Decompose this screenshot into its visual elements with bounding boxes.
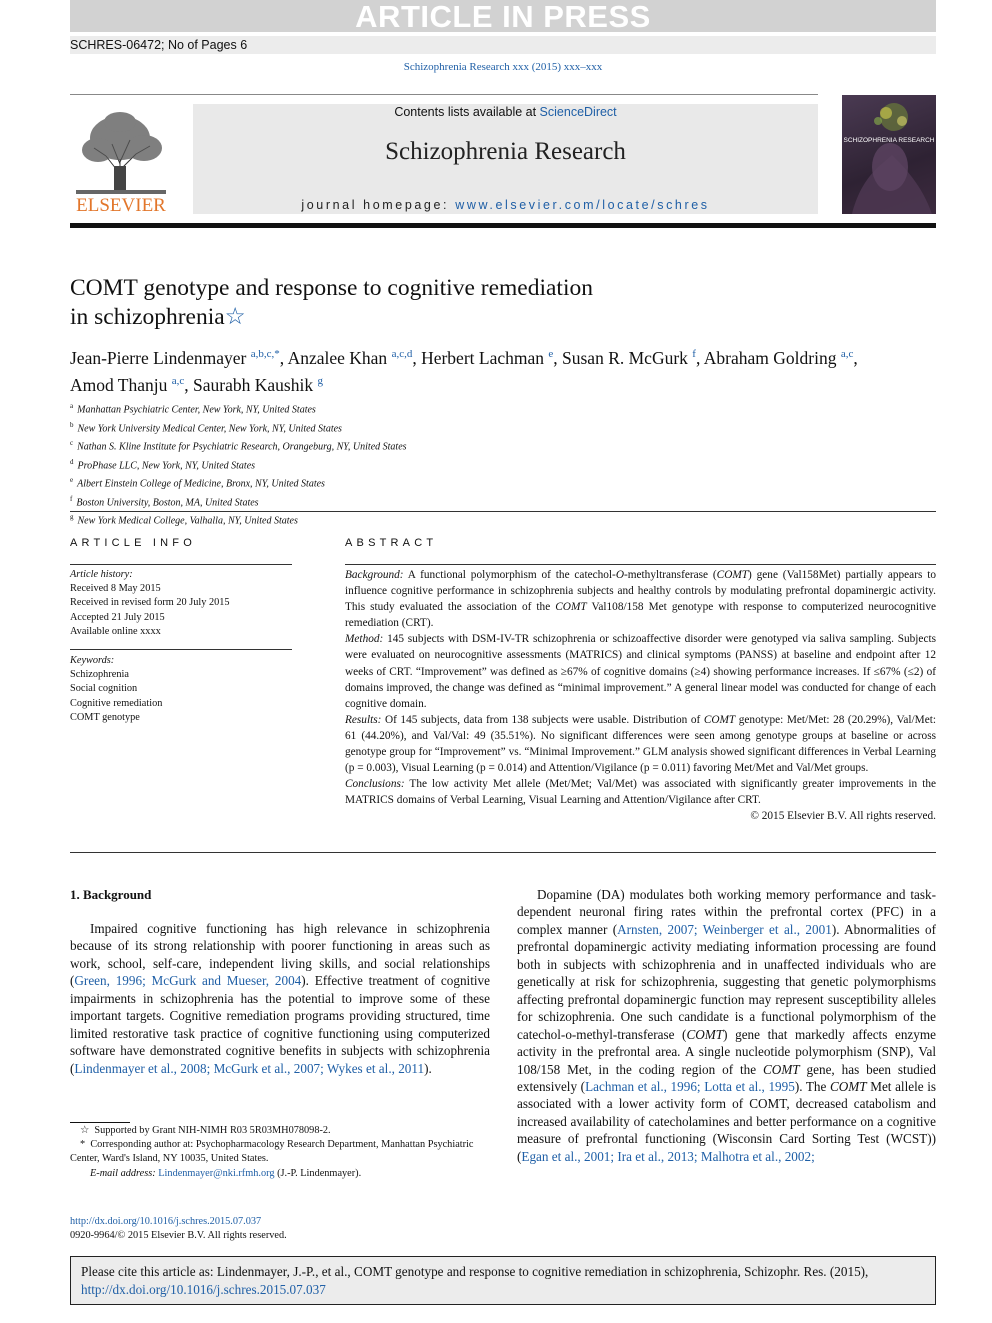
cover-title: SCHIZOPHRENIA RESEARCH — [843, 137, 935, 144]
author-affiliation-marks[interactable]: g — [317, 374, 323, 387]
elsevier-logo[interactable] — [70, 104, 172, 214]
article-info-divider — [70, 564, 292, 565]
abstract-conclusions: Conclusions: The low activity Met allele (Met/Met; Val/Met) was associated with significantly greater improvements in the MATRICS domains of Verbal Learning, Visual Learning and Attention/Vigilance after CRT. — [345, 778, 936, 807]
online-date: Available online xxxx — [70, 625, 161, 637]
abstract-divider — [345, 564, 936, 565]
abstract-body — [345, 567, 936, 825]
section-heading: 1. Background — [70, 887, 152, 902]
affiliations-divider — [70, 511, 936, 512]
elsevier-tree-icon — [70, 104, 172, 214]
header-top-rule — [70, 94, 818, 95]
abstract-heading: ABSTRACT — [345, 537, 438, 549]
issn-line: 0920-9964/© 2015 Elsevier B.V. All rights reserved. — [70, 1230, 287, 1242]
keywords-label: Keywords: — [70, 655, 115, 666]
email-footnote: E-mail address: Lindenmayer@nki.rfmh.org (J.-P. Lindenmayer). — [90, 1167, 362, 1179]
journal-homepage-line — [193, 198, 818, 212]
author: Saurabh Kaushik $^g$ — [193, 374, 323, 395]
footnotes — [70, 1124, 490, 1181]
article-in-press-banner: ARTICLE IN PRESS — [70, 0, 936, 32]
author: Anzalee Khan $^{a,c,d}$, — [287, 347, 422, 368]
author-affiliation-marks[interactable]: a,c — [171, 374, 185, 387]
reference-link[interactable]: Lachman et al., 1996; Lotta et al., 1995 — [585, 1078, 795, 1094]
received-date: Received 8 May 2015 — [70, 583, 161, 595]
footnote-rule — [70, 1122, 130, 1123]
article-title — [70, 274, 690, 332]
reference-link[interactable]: Egan et al., 2001; Ira et al., 2013; Malhotra et al., 2002; — [521, 1148, 815, 1164]
journal-cover-icon — [842, 95, 936, 214]
history-label: Article history: — [70, 569, 133, 580]
keyword-item: Social cognition — [70, 683, 138, 695]
abstract-method: Method: 145 subjects with DSM-IV-TR schizophrenia or schizoaffective disorder were genotyped via saliva sampling. Subjects were evaluated on neurocognitive assessments (MATRICS) and clinical symptoms (PANSS) at baseline and endpoint after 12 weeks of CRT. “Improvement” was defined as ≥67% of cognitive domains (≥4) showing performance increases. If ≤67% (≤2) of domains improved, the change was defined as “minimal improvement.” A general linear model was conducted for change of each cognitive domain. — [345, 633, 936, 710]
affiliation-item: $^b$ New York University Medical Center, New York, NY, United States — [70, 420, 342, 434]
reference-link[interactable]: Lindenmayer et al., 2008; McGurk et al., 2007; Wykes et al., 2011 — [74, 1060, 425, 1076]
funding-footnote: ☆ Supported by Grant NIH-NIMH R03 5R03MH078098-2. — [80, 1125, 331, 1136]
citation-box — [70, 1256, 936, 1305]
keyword-item: Schizophrenia — [70, 669, 129, 681]
elsevier-wordmark: ELSEVIER — [76, 195, 166, 214]
author-list — [70, 343, 936, 397]
keyword-item: Cognitive remediation — [70, 697, 163, 709]
body-column-left: Impaired cognitive functioning has high relevance in schizophrenia because of its strong relationship with poorer functioning in areas such as work, school, self-care, independent living skills, and social relationships (Green, 1996; McGurk and Mueser, 2004). Effective treatment of cognitive impairments in schizophrenia has the potential to improve some of these important targets. Cognitive remediation programs providing structured, time limited restorative task practice of cognitive functioning using computerized software have demonstrated cognitive benefits in subjects with schizophrenia (Lindenmayer et al., 2008; McGurk et al., 2007; Wykes et al., 2011). — [70, 921, 490, 1076]
affiliation-item: $^d$ ProPhase LLC, New York, NY, United States — [70, 457, 256, 471]
affiliation-item: $^a$ Manhattan Psychiatric Center, New York, NY, United States — [70, 402, 316, 416]
author: Amod Thanju $^{a,c}$, — [70, 374, 194, 395]
author: Jean-Pierre Lindenmayer $^{a,b,c,*}$, — [70, 347, 288, 368]
affiliation-list — [70, 399, 936, 529]
header-thick-rule — [70, 223, 936, 228]
author: Susan R. McGurk $^f$, — [562, 347, 704, 368]
abstract-results: Results: Of 145 subjects, data from 138 subjects were usable. Distribution of COMT genotype: Met/Met: 28 (20.29%), Val/Met: 61 (44.20%), and Val/Val: 49 (35.51%). No significant differences were seen among genotype groups at baseline or across genotype group for “Improvement” vs. “Minimal Improvement.” GLM analysis showed significant differences in Verbal Learning (p = 0.003), Visual Learning (p = 0.014) and Attention/Vigilance (p = 0.011) favoring Met/Met and Val/Met groups. — [345, 713, 936, 775]
keywords-divider — [70, 649, 292, 650]
citation-doi-link[interactable]: http://dx.doi.org/10.1016/j.schres.2015.07.037 — [81, 1281, 326, 1297]
body-column-right: Dopamine (DA) modulates both working memory performance and task-dependent neuronal firing rates within the prefrontal cortex (PFC) in a complex manner (Arnsten, 2007; Weinberger et al., 2001). Abnormalities of prefrontal dopaminergic activity mediating information processing are found both in subjects with schizophrenia and in unaffected individuals who are genetically at risk for schizophrenia, suggesting that genetic polymorphisms affecting prefrontal dopaminergic function may represent susceptibility alleles for schizophrenia. One such candidate is a functional polymorphism of the catechol-o-methyl-transferase (COMT) gene that markedly affects enzyme activity in the prefrontal area. A single nucleotide polymorphism (SNP), Val 108/158 Met, in the coding region of the COMT gene, has been studied extensively (Lachman et al., 1996; Lotta et al., 1995). The COMT Met allele is associated with a lower activity form of COMT, decreased catabolism and increased availability of catecholamines and better performance on a cognitive measure of prefrontal functioning (Wisconsin Card Sorting Test (WCST)) (Egan et al., 2001; Ira et al., 2013; Malhotra et al., 2002; — [517, 887, 937, 1164]
author-affiliation-marks[interactable]: a,c,d — [391, 348, 413, 360]
article-id-bar: SCHRES-06472; No of Pages 6 — [70, 36, 936, 54]
abstract-end-divider — [70, 852, 936, 853]
title-line-1: COMT genotype and response to cognitive remediation — [70, 275, 593, 301]
doi-link[interactable]: http://dx.doi.org/10.1016/j.schres.2015.07.037 — [70, 1216, 262, 1227]
author: Abraham Goldring $^{a,c}$, — [703, 347, 858, 368]
citation-text: Please cite this article as: Lindenmayer, J.-P., et al., COMT genotype and response to cognitive remediation in schizophrenia, Schizophr. Res. (2015), — [81, 1264, 869, 1279]
contents-prefix: Contents lists available at — [394, 105, 540, 119]
accepted-date: Accepted 21 July 2015 — [70, 611, 165, 623]
reference-link[interactable]: Arnsten, 2007; Weinberger et al., 2001 — [617, 921, 832, 937]
article-info-heading: ARTICLE INFO — [70, 537, 196, 549]
author-affiliation-marks[interactable]: e — [548, 348, 554, 360]
homepage-prefix: journal homepage: — [301, 198, 456, 212]
copyright-line: © 2015 Elsevier B.V. All rights reserved. — [750, 810, 936, 823]
affiliation-item: $^g$ New York Medical College, Valhalla, NY, United States — [70, 513, 298, 527]
affiliation-item: $^f$ Boston University, Boston, MA, United States — [70, 494, 259, 508]
homepage-link[interactable]: www.elsevier.com/locate/schres — [455, 198, 710, 212]
title-footnote-star[interactable]: ☆ — [224, 304, 246, 330]
contents-line — [193, 105, 818, 119]
journal-cover-thumbnail[interactable] — [842, 95, 936, 214]
author-affiliation-marks[interactable]: a,b,c,* — [250, 348, 280, 360]
author: Herbert Lachman $^e$, — [421, 347, 563, 368]
corresponding-author-footnote: * Corresponding author at: Psychopharmacology Research Department, Manhattan Psychiatric Center, Ward's Island, NY 10035, United States. — [70, 1139, 474, 1165]
abstract-background: Background: A functional polymorphism of the catechol-O-methyltransferase (COMT) gene (Val158Met) partially appears to influence cognitive performance in schizophrenia subjects and healthy controls by modulating prefrontal dopaminergic activity. This study evaluated the association of the COMT Val108/158 Met genotype with response to computerized neurocognitive remediation (CRT). — [345, 569, 937, 630]
affiliation-item: $^e$ Albert Einstein College of Medicine, Bronx, NY, United States — [70, 476, 325, 490]
journal-title[interactable]: Schizophrenia Research — [385, 138, 626, 165]
sciencedirect-link[interactable]: ScienceDirect — [539, 105, 617, 119]
email-link[interactable]: Lindenmayer@nki.rfmh.org — [158, 1167, 275, 1179]
keywords — [70, 654, 292, 725]
author-affiliation-marks[interactable]: a,c — [840, 348, 854, 360]
doi-block — [70, 1215, 490, 1243]
keyword-item: COMT genotype — [70, 711, 140, 723]
author-affiliation-marks[interactable]: f — [692, 348, 696, 360]
reference-link[interactable]: Green, 1996; McGurk and Mueser, 2004 — [74, 973, 302, 989]
article-history — [70, 568, 292, 639]
title-line-2: in schizophrenia — [70, 304, 225, 330]
journal-citation-link[interactable]: Schizophrenia Research xxx (2015) xxx–xxx — [403, 61, 603, 73]
revised-date: Received in revised form 20 July 2015 — [70, 597, 230, 609]
affiliation-item: $^c$ Nathan S. Kline Institute for Psychiatric Research, Orangeburg, NY, United States — [70, 439, 407, 453]
